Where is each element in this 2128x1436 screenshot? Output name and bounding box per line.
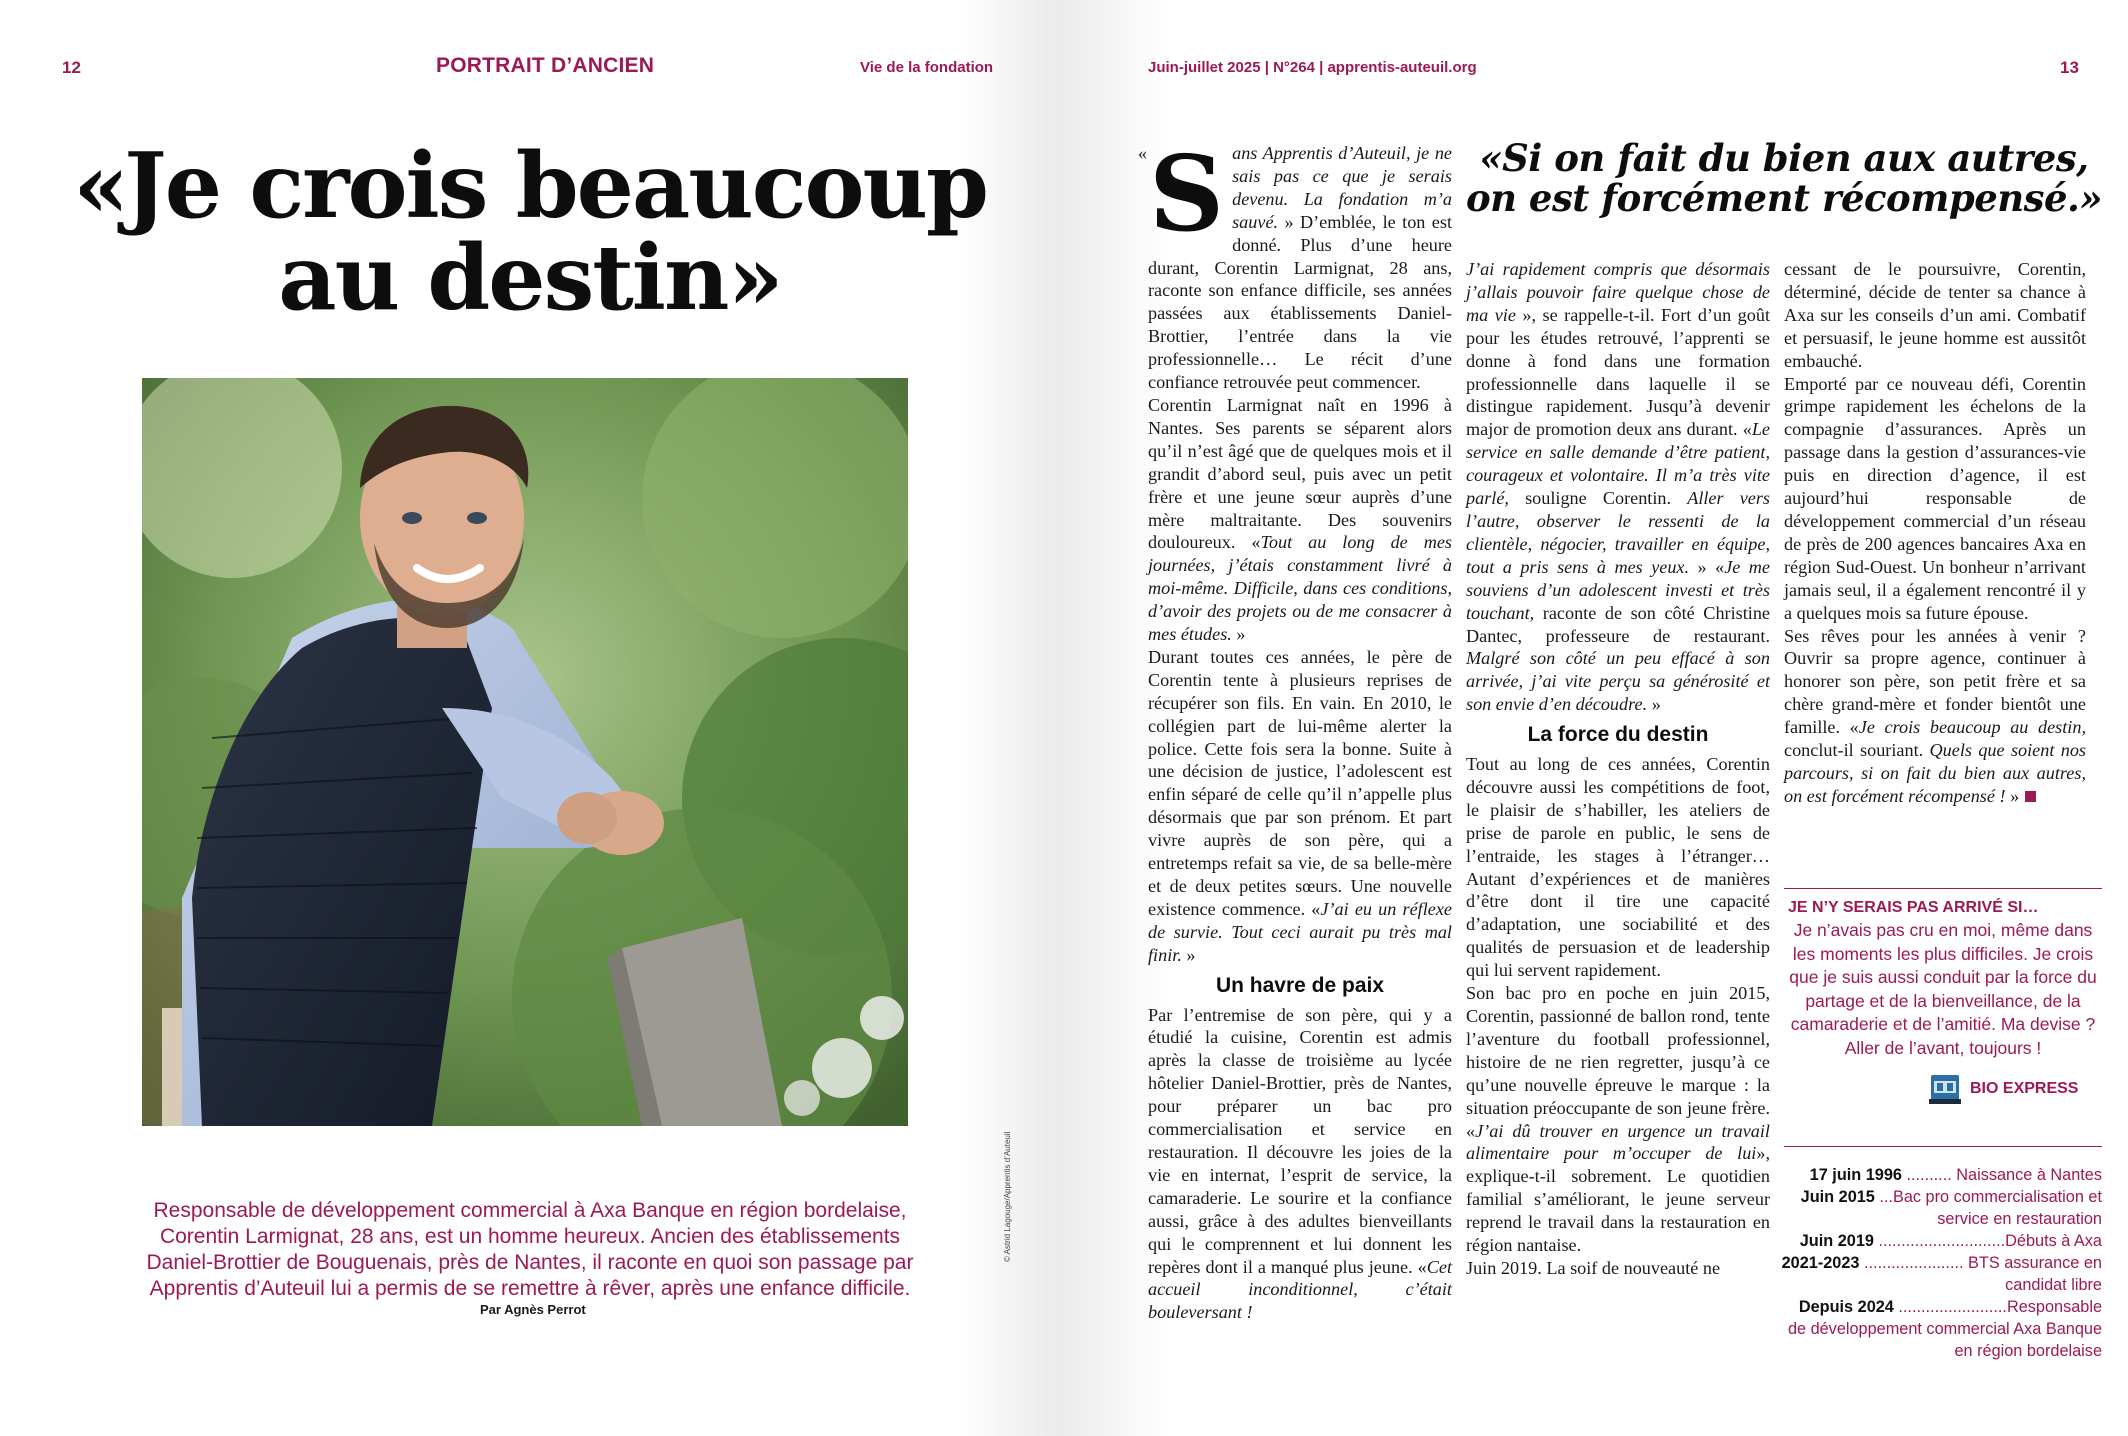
paragraph: ans Apprentis d’Auteuil, je ne sais pas ce que je serais devenu. La fondation m’a sauvé. » D’emblée, le ton est donné. Plus d’une heure durant, Corentin Larmignat, 28 ans, raconte son enfance difficile, ses années passées aux établissements Daniel-Brottier, l’entrée dans la vie professionnelle… Le récit d’une confiance retrouvée peut commencer. — [1148, 143, 1452, 393]
paragraph: Corentin Larmignat naît en 1996 à Nantes. Ses parents se séparent alors qu’il n’est âgé que de quelques mois et il grandit d’abord seul, puis avec un petit frère et une jeune sœur auprès d’une mère maltraitante. Des souvenirs douloureux. «Tout au long de mes journées, j’étais constamment livré à moi-même. Difficile, dans ces conditions, d’avoir des projets ou de me consacrer à mes études. » — [1148, 394, 1452, 645]
opening-quote-mark: « — [1138, 143, 1147, 163]
encart-title: JE N’Y SERAIS PAS ARRIVÉ SI… — [1788, 899, 2039, 916]
bio-entry: Depuis 2024 ........................Responsable de développement commercial Axa Banque en région bordelaise — [1787, 1298, 2102, 1360]
end-square-icon — [2025, 791, 2036, 802]
paragraph: cessant de le poursuivre, Corentin, déterminé, décide de tenter sa chance à Axa sur les conseils d’un ami. Combatif et persuasif, le jeune homme est aussitôt embauché. — [1784, 259, 2086, 371]
article-column-2 — [1466, 258, 1770, 1280]
page-number-right: 13 — [2060, 58, 2079, 77]
pull-quote: «Si on fait du bien aux autres, on est forcément récompensé.» — [1465, 136, 2103, 220]
subrubric: Vie de la fondation — [860, 59, 994, 76]
encart-box — [1784, 888, 2102, 1060]
subheading-destin: La force du destin — [1527, 723, 1709, 747]
portrait-illustration — [142, 378, 908, 1126]
chapo: Responsable de développement commercial à Axa Banque en région bordelaise, Corentin Larmignat, 28 ans, est un homme heureux. Ancien des établissements Daniel-Brottier de Bouguenais, près de Nantes, il raconte en quoi son passage par Apprentis d’Auteuil lui a permis de se remettre à rêver, après une enfance difficile. — [146, 1199, 914, 1300]
bio-express-header — [1928, 1072, 2078, 1106]
bio-divider — [1784, 1146, 2102, 1147]
byline: Par Agnès Perrot — [480, 1302, 586, 1317]
headline: «Je crois beaucoup au destin» — [73, 133, 987, 331]
bio-express-title: BIO EXPRESS — [1970, 1080, 2079, 1097]
article-column-1 — [1138, 132, 1452, 1324]
bio-entry: Juin 2019 ............................Débuts à Axa — [1799, 1232, 2102, 1250]
paragraph: Durant toutes ces années, le père de Corentin tente à plusieurs reprises de récupérer son fils. En vain. En 2010, le collégien part de lui-même alerter la police. Cette fois sera la bonne. Suite à une décision de justice, l’adolescent est enfin séparé de celle qu’il n’appelle plus désormais que par son prénom. Et part vivre auprès de son père, qui a entretemps refait sa vie, de sa belle-mère et de deux petites sœurs. Une nouvelle existence commence. «J’ai eu un réflexe de survie. Tout ceci aurait pu très mal finir. » — [1148, 646, 1452, 965]
rubric: PORTRAIT D’ANCIEN — [436, 54, 655, 77]
paragraph: Tout au long de ces années, Corentin découvre aussi les compétitions de foot, le plaisir de s’habiller, les ateliers de prise de parole en public, le sens de l’entraide, les stages à l’étranger… Autant d’expériences et de manières d’être dont il tire une capacité d’adaptation, une sociabilité et des qualités de persuasion et de leadership qui lui servent rapidement. — [1466, 754, 1770, 981]
drop-cap: S — [1149, 132, 1225, 255]
encart-text: Je n’avais pas cru en moi, même dans les moments les plus difficiles. Je crois que je suis aussi conduit par la force du partage et de la bienveillance, de la camaraderie et de l’amitié. Ma devise ? Aller de l’avant, toujours ! — [1789, 920, 2097, 1058]
issue-line: Juin-juillet 2025 | N°264 | apprentis-auteuil.org — [1148, 59, 1477, 76]
paragraph: J’ai rapidement compris que désormais j’allais pouvoir faire quelque chose de ma vie », se rappelle-t-il. Fort d’un goût pour les études retrouvé, l’apprenti se donne à fond dans une formation professionnelle dans laquelle il se distingue rapidement. Jusqu’à devenir major de promotion deux ans durant. «Le service en salle demande d’être patient, courageux et volontaire. Il m’a très vite parlé, souligne Corentin. Aller vers l’autre, observer le ressenti de la clientèle, négocier, travailler en équipe, tout a pris sens à mes yeux. » «Je me souviens d’un adolescent investi et très touchant, raconte de son côté Christine Dantec, professeure de restaurant. Malgré son côté un peu effacé à son arrivée, j’ai vite perçu sa générosité et son envie d’en découdre. » — [1466, 259, 1771, 715]
bio-entry: Juin 2015 ...Bac pro commercialisation et service en restauration — [1800, 1188, 2102, 1228]
paragraph: Son bac pro en poche en juin 2015, Corentin, passionné de ballon rond, tente l’aventure du football professionnel, histoire de ne rien regretter, jusqu’à ce qu’une nouvelle épreuve le marque : la situation préoccupante de son jeune frère. «J’ai dû trouver en urgence un travail alimentaire pour m’occuper de lui», explique-t-il sobrement. Le quotidien familial s’améliorant, le jeune serveur reprend le travail dans la restauration en région nantaise. — [1466, 983, 1770, 1256]
portrait-photo — [142, 378, 908, 1126]
paragraph: Par l’entremise de son père, qui y a étudié la cuisine, Corentin est admis après la classe de troisième au lycée hôtelier Daniel-Brottier, près de Nantes, pour préparer un bac pro commercialisation et service en restauration. Il découvre les joies de la vie en internat, l’esprit de service, la camaraderie. Le sourire et la confiance aussi, grâce à des adultes bienveillants qui le comprennent et lui donnent les repères dont il a manqué plus jeune. «Cet accueil inconditionnel, c’était bouleversant ! — [1148, 1004, 1452, 1323]
paragraph: Juin 2019. La soif de nouveauté ne — [1466, 1257, 1721, 1278]
calendar-icon — [1928, 1072, 1962, 1106]
article-column-3 — [1784, 258, 2086, 808]
photo-credit: © Astrid Lagouge/Apprentis d’Auteuil — [1003, 1131, 1012, 1262]
page-number-left: 12 — [62, 58, 81, 77]
paragraph: Emporté par ce nouveau défi, Corentin grimpe rapidement les échelons de la compagnie d’assurances. Après un passage dans la gestion d’assurances-vie puis en direction d’agence, il est aujourd’hui responsable de développement commercial d’un réseau de près de 200 agences bancaires Axa en région Sud-Ouest. Un bonheur n’arrivant jamais seul, il a également rencontré il y a quelques mois sa future épouse. — [1784, 373, 2086, 623]
bio-entry: 2021-2023 ...................... BTS assurance en candidat libre — [1781, 1254, 2102, 1294]
subheading-havre: Un havre de paix — [1215, 973, 1385, 997]
bio-express-list — [1780, 1164, 2102, 1362]
bio-entry: 17 juin 1996 .......... Naissance à Nantes — [1809, 1166, 2102, 1184]
right-page — [1064, 0, 2128, 1436]
paragraph: Ses rêves pour les années à venir ? Ouvrir sa propre agence, continuer à honorer son père, son petit frère et sa chère grand-mère et fonder bientôt une famille. «Je crois beaucoup au destin, conclut-il souriant. Quels que soient nos parcours, si on fait du bien aux autres, on est forcément récompensé ! » — [1784, 625, 2086, 806]
